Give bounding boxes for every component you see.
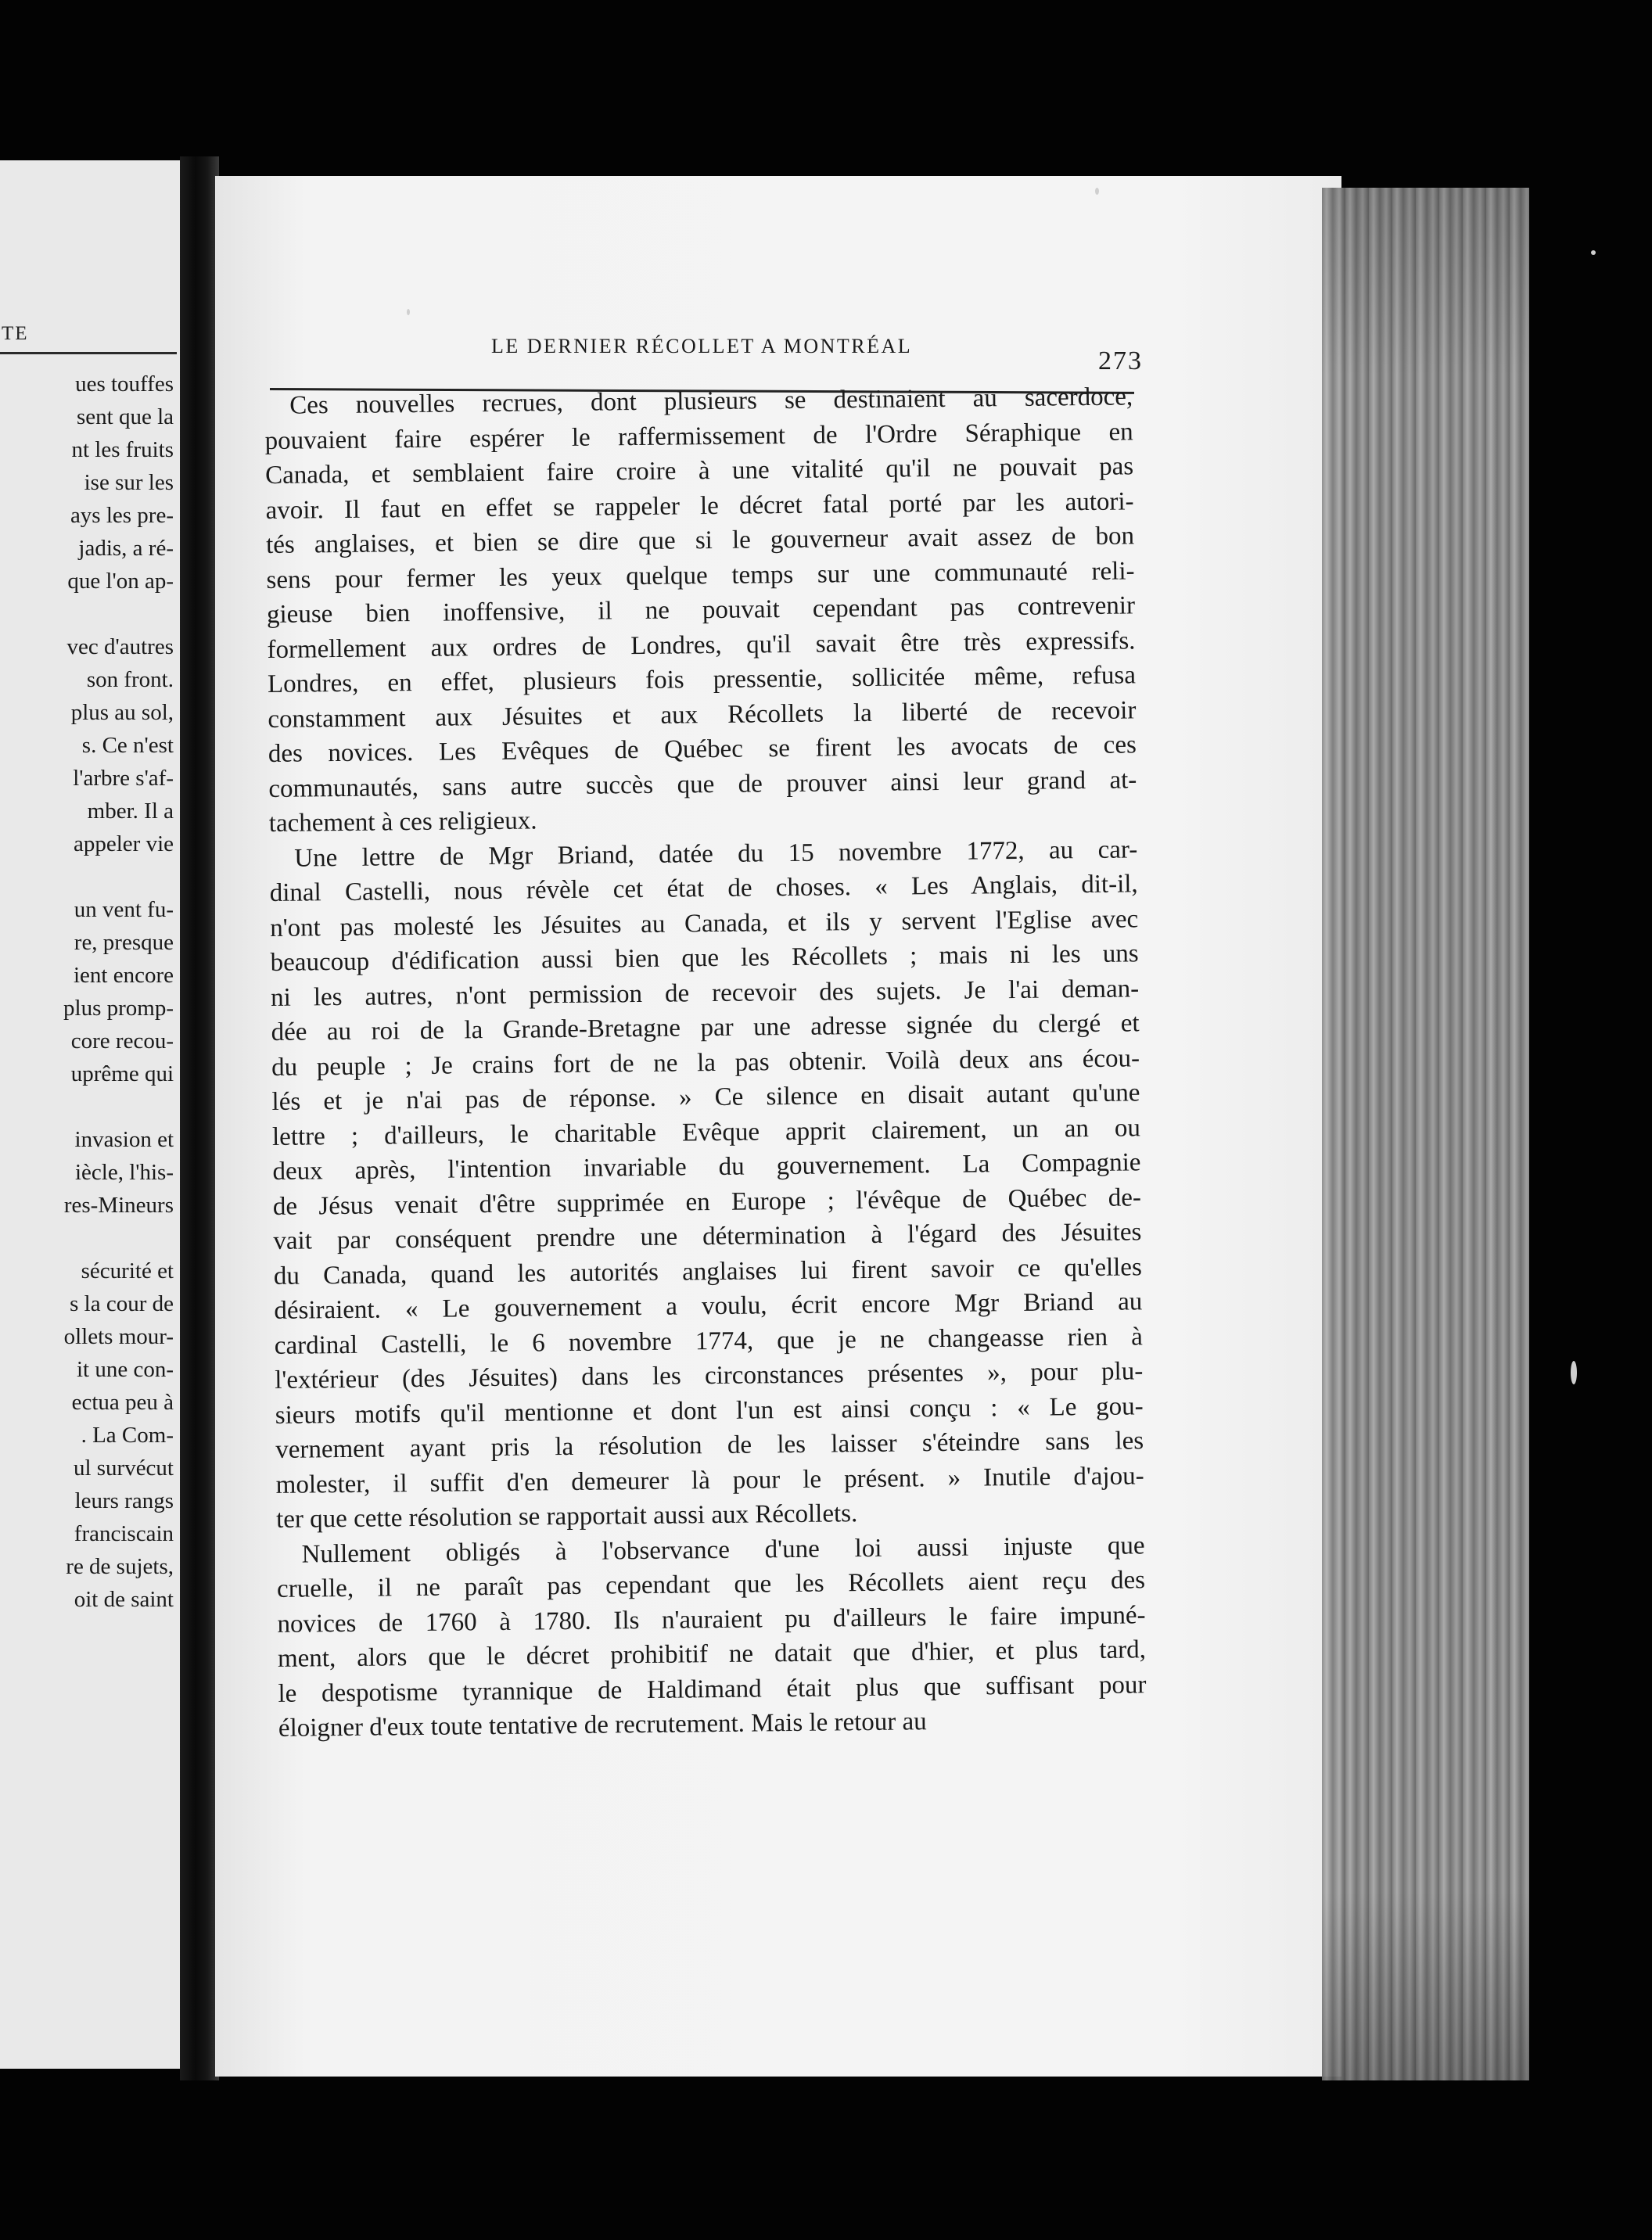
text-line: communautés, sans autre succès que de prouver ainsi leur grand at- xyxy=(268,765,1137,803)
previous-page-line: leurs rangs xyxy=(74,1488,174,1513)
text-line: cardinal Castelli, le 6 novembre 1774, que je ne changeasse rien à xyxy=(274,1322,1143,1360)
previous-page-line: ectua peu à xyxy=(71,1390,174,1415)
paragraph xyxy=(276,1528,1147,1746)
previous-page-line: . La Com- xyxy=(81,1423,174,1448)
text-line: formellement aux ordres de Londres, qu'il savait être très expressifs. xyxy=(267,626,1136,664)
previous-page-line: l'arbre s'af- xyxy=(73,766,174,791)
running-head: LE DERNIER RÉCOLLET A MONTRÉAL xyxy=(491,335,913,357)
text-line: ter que cette résolution se rapportait aussi aux Récollets. xyxy=(275,1499,858,1534)
text-line: n'ont pas molesté les Jésuites au Canada, et ils y servent l'Eglise avec xyxy=(270,904,1139,942)
previous-page-line: it une con- xyxy=(76,1357,174,1382)
body-text xyxy=(264,379,1147,1746)
text-line: vernement ayant pris la résolution de les laisser s'éteindre sans les xyxy=(275,1427,1144,1464)
previous-page-blank-line xyxy=(0,598,174,630)
previous-page-blank-line xyxy=(0,1222,174,1255)
previous-page-line: core recou- xyxy=(70,1028,174,1054)
book-gutter xyxy=(180,156,219,2080)
text-line: ment, alors que le décret prohibitif ne datait que d'hier, et plus tard, xyxy=(277,1635,1147,1673)
previous-page-line: sécurité et xyxy=(81,1258,174,1283)
text-line: éloigner d'eux toute tentative de recrutement. Mais le retour au xyxy=(278,1707,927,1743)
text-line: lés et je n'ai pas de réponse. » Ce silence en disait autant qu'une xyxy=(271,1079,1140,1116)
text-line: Londres, en effet, plusieurs fois pressentie, sollicitée même, refusa xyxy=(267,661,1137,698)
previous-page xyxy=(0,160,188,2069)
text-line: du Canada, quand les autorités anglaises lui firent savoir ce qu'elles xyxy=(273,1252,1143,1291)
previous-page-line: s la cour de xyxy=(70,1291,174,1316)
dust-speck xyxy=(407,309,410,315)
text-line: Nullement obligés à l'observance d'une loi aussi injuste que xyxy=(301,1531,1145,1569)
previous-page-line: oit de saint xyxy=(74,1587,174,1612)
paragraph xyxy=(269,832,1144,1538)
text-line: deux après, l'intention invariable du gouvernement. La Compagnie xyxy=(272,1148,1141,1186)
text-line: Ces nouvelles recrues, dont plusieurs se destinaient au sacerdoce, xyxy=(289,382,1133,420)
text-line: désiraient. « Le gouvernement a voulu, écrit encore Mgr Briand au xyxy=(274,1287,1143,1325)
text-line: lettre ; d'ailleurs, le charitable Evêque apprit clairement, un an ou xyxy=(271,1113,1141,1151)
previous-page-line: plus promp- xyxy=(63,996,174,1021)
text-line: l'extérieur (des Jésuites) dans les circonstances présentes », pour plu- xyxy=(275,1357,1144,1395)
previous-page-line: invasion et xyxy=(74,1127,174,1152)
text-line: vait par conséquent prendre une détermination à l'égard des Jésuites xyxy=(273,1218,1142,1255)
previous-page-line: uprême qui xyxy=(70,1061,174,1086)
previous-page-line: ient encore xyxy=(73,963,174,988)
previous-page-line: ul survécut xyxy=(73,1456,174,1481)
previous-page-line: que l'on ap- xyxy=(67,569,174,594)
previous-page-line: un vent fu- xyxy=(74,897,174,922)
text-line: tés anglaises, et bien se dire que si le gouverneur avait assez de bon xyxy=(265,522,1135,559)
previous-page-line: vec d'autres xyxy=(66,634,174,659)
previous-page-line: iècle, l'his- xyxy=(74,1160,174,1185)
previous-page-text xyxy=(0,368,174,1616)
previous-page-line: ays les pre- xyxy=(70,503,174,528)
text-line: pouvaient faire espérer le raffermissement de l'Ordre Séraphique en xyxy=(264,417,1133,455)
text-line: sieurs motifs qu'il mentionne et dont l'un est ainsi conçu : « Le gou- xyxy=(275,1391,1144,1430)
previous-page-line: franciscain xyxy=(74,1521,174,1546)
text-line: dée au roi de la Grande-Bretagne par une adresse signée du clergé et xyxy=(271,1009,1140,1046)
previous-page-line: ise sur les xyxy=(84,470,174,495)
text-line: dinal Castelli, nous révèle cet état de choses. « Les Anglais, dit-il, xyxy=(269,870,1138,907)
page-number: 273 xyxy=(1098,346,1143,375)
text-line: constamment aux Jésuites et aux Récollets la liberté de recevoir xyxy=(268,695,1137,734)
text-line: molester, il suffit d'en demeurer là pour le présent. » Inutile d'ajou- xyxy=(275,1461,1144,1499)
text-line: Une lettre de Mgr Briand, datée du 15 novembre 1772, au car- xyxy=(294,835,1138,873)
page-block-edges xyxy=(1322,188,1529,2080)
previous-page-line: jadis, a ré- xyxy=(78,536,174,561)
dust-speck xyxy=(1571,1361,1577,1384)
previous-page-line: plus au sol, xyxy=(70,700,174,725)
text-line: des novices. Les Evêques de Québec se firent les avocats de ces xyxy=(268,731,1137,768)
paragraph xyxy=(264,379,1137,841)
previous-page-line: son front. xyxy=(86,667,174,692)
dust-speck xyxy=(1591,250,1596,255)
previous-page-line: nt les fruits xyxy=(71,437,174,462)
previous-page-line: ollets mour- xyxy=(63,1324,174,1349)
previous-page-line: mber. Il a xyxy=(87,799,174,824)
text-line: cruelle, il ne paraît pas cependant que les Récollets aient reçu des xyxy=(276,1566,1146,1603)
text-line: avoir. Il faut en effet se rappeler le décret fatal porté par les autori- xyxy=(265,486,1134,525)
text-line: ni les autres, n'ont permission de recevoir des sujets. Je l'ai deman- xyxy=(270,974,1140,1012)
text-line: le despotisme tyrannique de Haldimand était plus que suffisant pour xyxy=(278,1670,1147,1708)
text-line: gieuse bien inoffensive, il ne pouvait cependant pas contrevenir xyxy=(266,591,1136,629)
previous-page-blank-line xyxy=(0,1090,174,1123)
text-line: sens pour fermer les yeux quelque temps sur une communauté reli- xyxy=(266,556,1135,594)
previous-page-running-head: TE xyxy=(2,323,29,344)
text-line: beaucoup d'édification aussi bien que les Récollets ; mais ni les uns xyxy=(270,939,1139,977)
dust-speck xyxy=(1095,188,1099,195)
previous-page-line: ues touffes xyxy=(75,372,174,397)
previous-page-line: appeler vie xyxy=(73,831,174,856)
text-line: tachement à ces religieux. xyxy=(268,806,537,838)
text-line: de Jésus venait d'être supprimée en Europe ; l'évêque de Québec de- xyxy=(272,1183,1142,1221)
previous-page-line: res-Mineurs xyxy=(63,1193,174,1218)
previous-page-head-rule xyxy=(0,352,177,354)
previous-page-line: s. Ce n'est xyxy=(81,733,174,758)
previous-page-line: re, presque xyxy=(74,930,174,955)
previous-page-line: sent que la xyxy=(76,404,174,429)
text-line: novices de 1760 à 1780. Ils n'auraient pu d'ailleurs le faire impuné- xyxy=(277,1600,1146,1639)
previous-page-blank-line xyxy=(0,860,174,893)
text-line: Canada, et semblaient faire croire à une vitalité qu'il ne pouvait pas xyxy=(264,452,1134,490)
previous-page-line: re de sujets, xyxy=(66,1554,174,1579)
text-line: du peuple ; Je crains fort de ne la pas obtenir. Voilà deux ans écou- xyxy=(271,1043,1140,1082)
